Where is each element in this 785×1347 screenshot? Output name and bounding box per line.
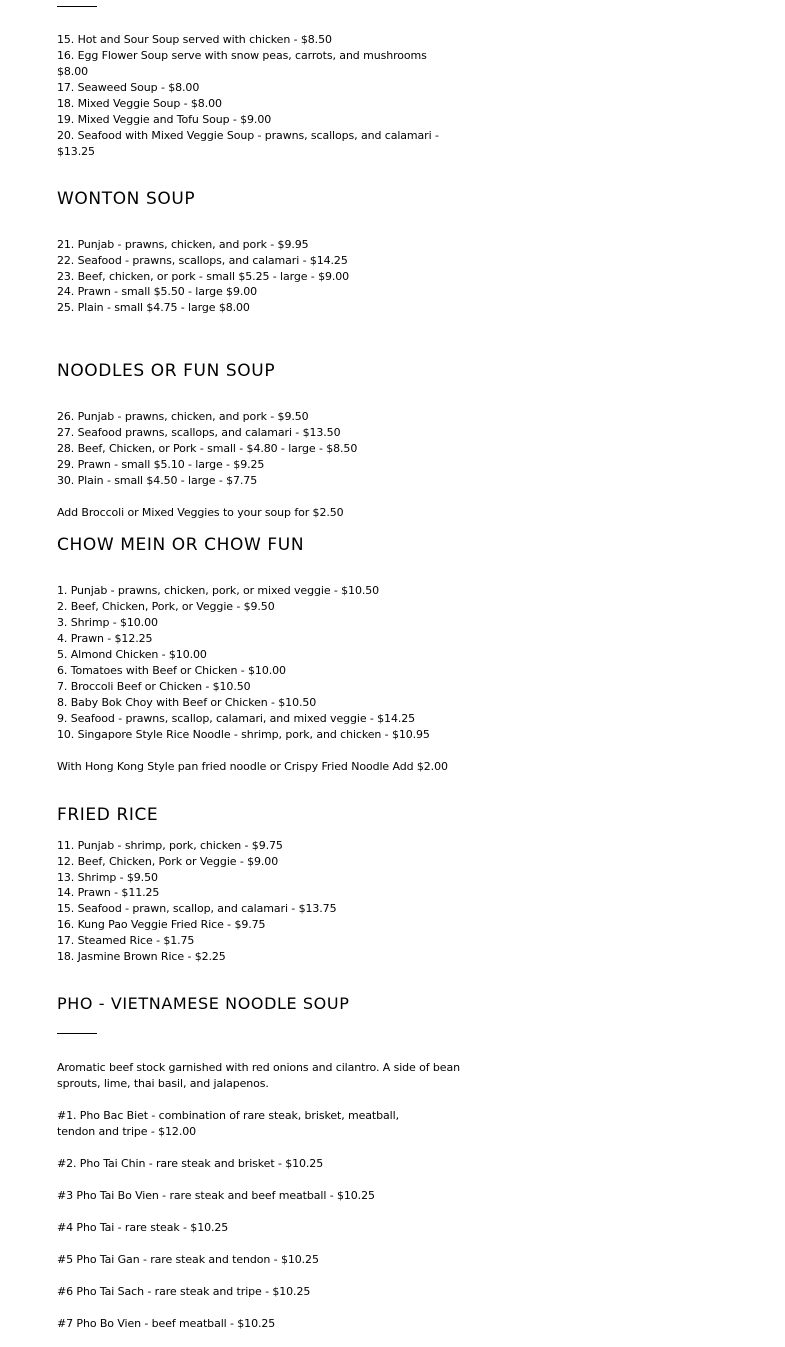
- list-item: 1. Punjab - prawns, chicken, pork, or mixed veggie - $10.50: [57, 584, 380, 598]
- noodles-soup-list: [57, 409, 467, 489]
- list-item: 15. Hot and Sour Soup served with chicken - $8.50: [57, 33, 332, 46]
- divider: [57, 6, 97, 7]
- list-item: 11. Punjab - shrimp, pork, chicken - $9.75: [57, 838, 283, 852]
- chow-mein-note: With Hong Kong Style pan fried noodle or Crispy Fried Noodle Add $2.00: [57, 759, 448, 773]
- list-item: 28. Beef, Chicken, or Pork - small - $4.80 - large - $8.50: [57, 442, 358, 456]
- list-item: 19. Mixed Veggie and Tofu Soup - $9.00: [57, 112, 272, 126]
- list-item: 18. Jasmine Brown Rice - $2.25: [57, 950, 226, 964]
- list-item: 17. Seaweed Soup - $8.00: [57, 80, 200, 94]
- list-item: 3. Shrimp - $10.00: [57, 616, 158, 630]
- list-item: 30. Plain - small $4.50 - large - $7.75: [57, 474, 258, 488]
- list-item: 16. Egg Flower Soup serve with snow peas, carrots, and mushrooms $8.00: [57, 48, 427, 78]
- list-item: 29. Prawn - small $5.10 - large - $9.25: [57, 458, 265, 472]
- list-item: 2. Beef, Chicken, Pork, or Veggie - $9.50: [57, 600, 275, 614]
- list-item: 17. Steamed Rice - $1.75: [57, 934, 195, 948]
- soup-list: [57, 32, 467, 160]
- divider: [57, 1033, 97, 1034]
- section-heading-noodles-soup: NOODLES OR FUN SOUP: [57, 361, 276, 382]
- list-item: 21. Punjab - prawns, chicken, and pork - $9.95: [57, 237, 309, 251]
- section-heading-chow-mein: CHOW MEIN OR CHOW FUN: [57, 535, 305, 556]
- list-item: 20. Seafood with Mixed Veggie Soup - prawns, scallops, and calamari - $13.25: [57, 128, 439, 158]
- pho-description: Aromatic beef stock garnished with red onions and cilantro. A side of bean sprouts, lime, thai basil, and jalapenos.: [57, 1061, 460, 1091]
- pho-item: #1. Pho Bac Biet - combination of rare steak, brisket, meatball, tendon and tripe - $12.00: [57, 1109, 399, 1139]
- wonton-list: [57, 237, 467, 317]
- noodles-soup-note: Add Broccoli or Mixed Veggies to your soup for $2.50: [57, 506, 344, 520]
- section-heading-wonton: WONTON SOUP: [57, 188, 196, 209]
- fried-rice-list: [57, 838, 467, 966]
- list-item: 8. Baby Bok Choy with Beef or Chicken - $10.50: [57, 695, 317, 709]
- list-item: 7. Broccoli Beef or Chicken - $10.50: [57, 679, 251, 693]
- section-heading-pho: PHO - VIETNAMESE NOODLE SOUP: [57, 994, 350, 1014]
- list-item: 24. Prawn - small $5.50 - large $9.00: [57, 285, 258, 299]
- list-item: 16. Kung Pao Veggie Fried Rice - $9.75: [57, 918, 266, 932]
- pho-item: #2. Pho Tai Chin - rare steak and brisket - $10.25: [57, 1157, 324, 1171]
- list-item: 10. Singapore Style Rice Noodle - shrimp, pork, and chicken - $10.95: [57, 727, 430, 741]
- list-item: 18. Mixed Veggie Soup - $8.00: [57, 96, 222, 110]
- list-item: 6. Tomatoes with Beef or Chicken - $10.00: [57, 663, 286, 677]
- pho-item: #4 Pho Tai - rare steak - $10.25: [57, 1220, 229, 1234]
- list-item: 23. Beef, chicken, or pork - small $5.25 - large - $9.00: [57, 269, 350, 283]
- pho-item: #6 Pho Tai Sach - rare steak and tripe - $10.25: [57, 1284, 311, 1298]
- list-item: 15. Seafood - prawn, scallop, and calamari - $13.75: [57, 902, 337, 916]
- list-item: 22. Seafood - prawns, scallops, and calamari - $14.25: [57, 253, 348, 267]
- pho-item: #3 Pho Tai Bo Vien - rare steak and beef meatball - $10.25: [57, 1188, 375, 1202]
- list-item: 9. Seafood - prawns, scallop, calamari, and mixed veggie - $14.25: [57, 711, 416, 725]
- list-item: 13. Shrimp - $9.50: [57, 870, 158, 884]
- list-item: 26. Punjab - prawns, chicken, and pork - $9.50: [57, 410, 309, 424]
- menu-content: [57, 0, 467, 1332]
- pho-item: #7 Pho Bo Vien - beef meatball - $10.25: [57, 1316, 276, 1330]
- pho-item: #5 Pho Tai Gan - rare steak and tendon - $10.25: [57, 1252, 319, 1266]
- section-heading-fried-rice: FRIED RICE: [57, 804, 159, 825]
- list-item: 25. Plain - small $4.75 - large $8.00: [57, 301, 250, 315]
- list-item: 14. Prawn - $11.25: [57, 886, 160, 900]
- list-item: 27. Seafood prawns, scallops, and calamari - $13.50: [57, 426, 341, 440]
- list-item: 5. Almond Chicken - $10.00: [57, 647, 207, 661]
- chow-mein-list: [57, 583, 467, 743]
- list-item: 4. Prawn - $12.25: [57, 631, 153, 645]
- list-item: 12. Beef, Chicken, Pork or Veggie - $9.00: [57, 854, 279, 868]
